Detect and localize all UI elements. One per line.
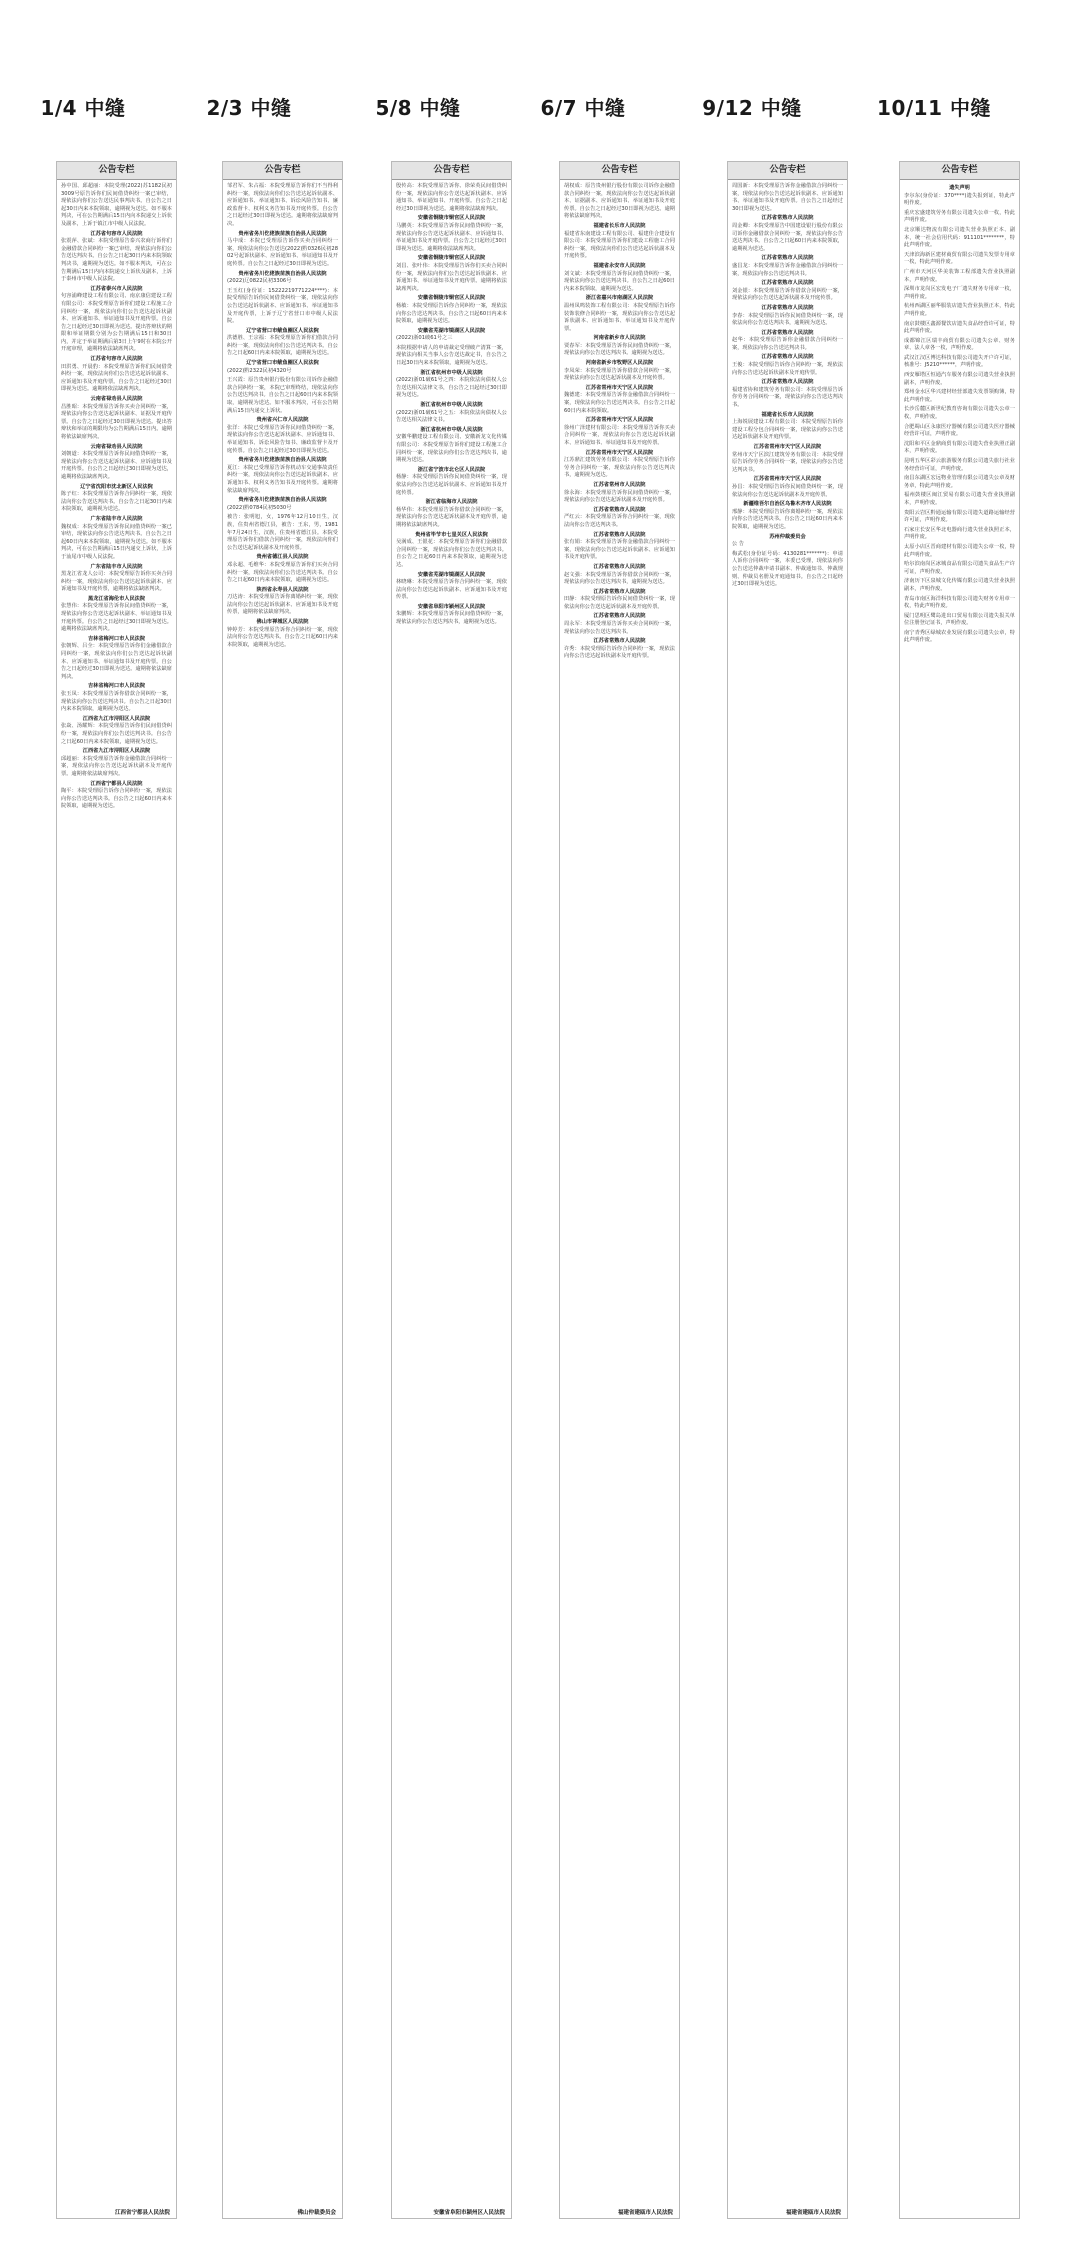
notice-text: 郑州金水区华兴建材经营部遗失发票领购簿，特此声明作废。 <box>904 389 1015 403</box>
gutter-column-6-7 <box>559 161 680 2219</box>
column-label-6-7: 6/7 中缝 <box>540 96 626 120</box>
notice-text: 昆明五华区彩云旅游服务有限公司遗失旅行社业务经营许可证，声明作废。 <box>904 458 1015 472</box>
notice-text: 杭州西湖区丽华服装店遗失营业执照正本，特此声明作废。 <box>904 303 1015 317</box>
notice-issuer: 江西省九江市浔阳区人民法院 <box>82 715 151 722</box>
column-header: 公告专栏 <box>900 162 1019 180</box>
notice-text: 李春：本院受理原告诉你民间借贷纠纷一案，现依法向你公告送达判决书，逾期视为送达。 <box>732 312 843 327</box>
notice-text: 安徽华鹏建设工程有限公司、安徽新龙文化传媒有限公司：本院受理原告诉你们建设工程施工合同纠纷一案，现依法向你们公告送达判决书，逾期视为送达。 <box>396 434 507 464</box>
notice-issuer: 江苏省常熟市人民法院 <box>593 613 646 620</box>
notice-text: 福州鼓楼区闽江贸易有限公司遗失营业执照副本，声明作废。 <box>904 492 1015 506</box>
notice-text: 严红云：本院受理原告诉你合同纠纷一案，现依法向你公告送达判决书。 <box>564 514 675 528</box>
notice-text: (2022)浙01破61号之三 <box>396 335 453 342</box>
notice-text: 许秀：本院受理原告诉你合同纠纷一案，现依法向你公告送达起诉状副本及开庭传票。 <box>564 645 675 660</box>
notice-text: 魏德建：本院受理原告诉你金融借款合同纠纷一案，现依法向你公告送达判决书。自公告之日起60日内来本院领取。 <box>564 392 675 414</box>
notice-text: 厦门思明区鹭岛进出口贸易有限公司遗失报关单位注册登记证书，声明作废。 <box>904 612 1015 627</box>
column-label-1-4: 1/4 中缝 <box>40 96 126 120</box>
notice-issuer: 广东省陆丰市人民法院 <box>90 515 143 522</box>
notice-list <box>900 180 1019 645</box>
notice-text: 张玉凤：本院受理原告诉你借款合同纠纷一案，现依法向你公告送达判决书。自公告之日起30日内来本院领取，逾期视为送达。 <box>61 691 172 713</box>
notice-text: (2022)黔0784民初5030号 <box>227 504 292 511</box>
notice-text: (2022)浙01破61号之四：本院依法向债权人公告送达相关法律文书，自公告之日起经过30日即视为送达。 <box>396 377 507 399</box>
notice-text: 徐州广泽建材有限公司：本院受理原告诉你买卖合同纠纷一案，现依法向你公告送达起诉状副本、应诉通知书、举证通知书及开庭传票。 <box>564 424 675 446</box>
notice-list <box>57 180 176 811</box>
notice-issuer: 江苏省句容市人民法院 <box>90 356 143 363</box>
notice-issuer: 贵州省务川仡佬族苗族自治县人民法院 <box>238 230 327 237</box>
notice-text: 张有娟：本院受理原告诉你金融借款合同纠纷一案，现依法向你公告送达起诉状副本、应诉通知书及开庭传票。 <box>564 539 675 561</box>
notice-text: 深圳市龙岗区宏发电子厂遗失财务专用章一枚，声明作废。 <box>904 286 1015 300</box>
notice-text: 李尔东(身份证：370****)遗失报到证，特此声明作废。 <box>904 192 1015 207</box>
notice-text: 魏权成：本院受理原告诉你民间借贷纠纷一案已审结，现依法向你公告送达判决书。自公告之日起60日内来本院领取，逾期视为送达。如不服本判决，可在公告期满后15日内递交上诉状，上诉于汕尾市中级人民法院。 <box>61 523 172 560</box>
notice-issuer: 浙江省嘉兴市南湖区人民法院 <box>585 295 654 302</box>
notice-text: 广州市天河区华美装饰工程部遗失营业执照副本，声明作废。 <box>904 268 1015 283</box>
notice-issuer: 吉林省梅河口市人民法院 <box>87 683 146 690</box>
notice-text: 徐永海：本院受理原告诉你民间借贷纠纷一案，现依法向你公告送达起诉状副本及开庭传票。 <box>564 489 675 504</box>
gutter-column-9-12 <box>727 161 848 2219</box>
notice-issuer: 江苏省常州市人民法院 <box>593 481 646 488</box>
notice-text: 邢静：本院受理原告诉你离婚纠纷一案，现依法向你公告送达判决书。自公告之日起60日内来本院领取，逾期视为送达。 <box>732 508 843 530</box>
notice-text: 周金卿：本院受理原告中国建设银行股份有限公司诉你金融借款合同纠纷一案，现依法向你公告送达判决书。自公告之日起60日内来本院领取，逾期视为送达。 <box>732 222 843 252</box>
notice-issuer: 江西省宁都县人民法院 <box>90 780 143 787</box>
notice-text: 王俊：本院受理原告诉你合同纠纷一案，现依法向你公告送达起诉状副本及开庭传票。 <box>732 362 843 376</box>
notice-text: 上海锐展建设工程有限公司：本院受理原告诉你建设工程分包合同纠纷一案，现依法向你公告送达起诉状副本及开庭传票。 <box>732 419 843 441</box>
notice-issuer: 江西省九江市浔阳区人民法院 <box>82 748 151 755</box>
notice-issuer: 陕西省永寿县人民法院 <box>256 586 309 593</box>
notice-text: 贾春军：本院受理原告诉你民间借贷纠纷一案，现依法向你公告送达判决书。逾期视为送达。 <box>564 342 675 357</box>
notice-text: 天津滨海新区建材商贸有限公司遗失发票专用章一枚，特此声明作废。 <box>904 251 1015 266</box>
notice-text: 吴满成、王银花：本院受理原告诉你们金融借款合同纠纷一案，现依法向你们公告送达判决书。自公告之日起60日内来本院领取，逾期视为送达。 <box>396 539 507 568</box>
notice-issuer: 浙江省杭州市中级人民法院 <box>420 402 483 409</box>
column-label-5-8: 5/8 中缝 <box>375 96 461 120</box>
notice-text: 孙昌：本院受理原告诉你民间借贷纠纷一案，现依法向你公告送达起诉状副本及开庭传票。 <box>732 483 843 498</box>
notice-text: 太原小店区晋商建材有限公司遗失公章一枚，特此声明作废。 <box>904 543 1015 558</box>
notice-text: 刀达涛：本院受理原告诉你离婚纠纷一案，现依法向你公告送达起诉状副本、应诉通知书及开庭传票，逾期将依法缺席判决。 <box>227 594 338 616</box>
notice-issuer: 江苏省常州市天宁区人民法院 <box>585 417 654 424</box>
notice-issuer: 黑龙江省海伦市人民法院 <box>87 595 146 602</box>
notice-issuer: 江苏省常熟市人民法院 <box>593 531 646 538</box>
notice-text: 被告：张明旭，女，1976年12月10日生，汉族，住贵州省德江县，被告：王东，男，1981年7月24日生，汉族，住贵州省德江县。本院受理原告诉你们借款合同纠纷一案，现依法向你们公告送达起诉状副本及开庭传票。 <box>227 514 338 551</box>
notice-text: 张慧伟：本院受理原告诉你民间借贷纠纷一案，现依法向你公告送达起诉状副本、举证通知书及开庭传票。自公告之日起经过30日即视为送达。逾期将依法缺席判决。 <box>61 603 172 633</box>
notice-issuer: 福建省永安市人民法院 <box>593 262 646 269</box>
notice-issuer: 贵州省务川仡佬族苗族自治县人民法院 <box>238 270 327 277</box>
notice-text: 公 告 <box>732 541 745 548</box>
notice-text: 赵文强：本院受理原告诉你借款合同纠纷一案，现依法向你公告送达判决书，逾期视为送达。 <box>564 571 675 586</box>
notice-text: 济南历下区泉城文化传媒有限公司遗失营业执照副本，声明作废。 <box>904 578 1015 592</box>
notice-issuer: 贵州省毕节市七星关区人民法院 <box>415 531 488 538</box>
notice-issuer: 浙江省临海市人民法院 <box>425 499 478 506</box>
notice-issuer: 福建省长乐市人民法院 <box>761 411 814 418</box>
notice-text: 陶平：本院受理原告诉你合同纠纷一案，现依法向你公告送达判决书。自公告之日起60日内来本院领取，逾期视为送达。 <box>61 788 172 810</box>
notice-text: 黑龙江省龙人公司：本院受理原告诉你买卖合同纠纷一案，现依法向你公告送达起诉状副本、应诉通知书及开庭传票，逾期将依法缺席判决。 <box>61 571 172 593</box>
notice-issuer: 贵州省务川仡佬族苗族自治县人民法院 <box>238 497 327 504</box>
notice-issuer: 浙江省杭州市中级人民法院 <box>420 426 483 433</box>
notice-issuer: 江苏省常熟市人民法院 <box>761 280 814 287</box>
notice-text: 贵阳云岩区黔通运输有限公司遗失道路运输经营许可证，声明作废。 <box>904 509 1015 524</box>
notice-text: 西安雁塔区恒通汽车服务有限公司遗失营业执照副本，声明作废。 <box>904 372 1015 386</box>
notice-text: 周国新：本院受理原告诉你金融借款合同纠纷一案，现依法向你公告送达起诉状副本、应诉通知书、举证通知书及开庭传票。自公告之日起经过30日即视为送达。 <box>732 183 843 212</box>
notice-issuer: 福建省长乐市人民法院 <box>593 222 646 229</box>
notice-text: 重庆宏盛建筑劳务有限公司遗失公章一枚，特此声明作废。 <box>904 209 1015 224</box>
notice-text: 邱超丽：本院受理原告诉你金融借款合同纠纷一案，现依法向你公告送达起诉状副本及开庭传票。逾期将依法缺席判决。 <box>61 755 172 777</box>
notice-text: 福建省东南建设工程有限公司、福建佳合建设有限公司：本院受理原告诉你们建设工程施工合同纠纷一案，现依法向你们公告送达起诉状副本及开庭传票。 <box>564 230 675 260</box>
notice-text: 盛昌龙：本院受理原告诉你金融借款合同纠纷一案，现依法向你公告送达判决书。 <box>732 262 843 277</box>
notice-issuer: 江苏省常熟市人民法院 <box>761 255 814 262</box>
notice-issuer: 贵州省兴仁市人民法院 <box>256 417 309 424</box>
notice-text: 福建省协和建筑劳务有限公司：本院受理原告诉你劳务合同纠纷一案，现依法向你公告送达判决书。 <box>732 386 843 409</box>
notice-issuer: 江苏省常熟市人民法院 <box>761 304 814 311</box>
column-label-9-12: 9/12 中缝 <box>702 96 802 120</box>
notice-issuer: 新疆维吾尔自治区乌鲁木齐市人民法院 <box>743 501 832 508</box>
notice-text: 石家庄长安区华北电器商行遗失营业执照正本，声明作废。 <box>904 526 1015 541</box>
notice-text: 南昌东湖区宏远物业管理有限公司遗失公章及财务章，特此声明作废。 <box>904 475 1015 489</box>
notice-issuer: 云南省禄劝县人民法院 <box>90 396 143 403</box>
notice-text: 杨华伟：本院受理原告诉你借款合同纠纷一案，现依法向你公告送达起诉状副本及开庭传票，逾期将依法缺席判决。 <box>396 506 507 528</box>
notice-issuer: 江苏省常熟市人民法院 <box>761 329 814 336</box>
notice-text: 成都锦江区瑞丰商贸有限公司遗失公章、财务章、法人章各一枚，声明作废。 <box>904 337 1015 352</box>
notice-text: 张焱、汤耀辉：本院受理原告诉你们民间借贷纠纷一案，现依法向你们公告送达判决书。自公告之日起60日内来本院领取，逾期视为送达。 <box>61 723 172 745</box>
notice-issuer: 江苏省常州市天宁区人民法院 <box>753 444 822 450</box>
notice-issuer: 安徽省铜陵市铜官区人民法院 <box>417 215 486 222</box>
notice-text: 孙中国、邱超丽：本院受理(2022)苏1182民初3009号原告诉你们民间借贷纠纷一案已审结，现依法向你们公告送达民事判决书。自公告之日起30日内来本院领取，逾期视为送达。如不服本判决，可在公告期满后15日内向本院递交上诉状及副本，上诉于镇江市中级人民法院。 <box>61 183 172 227</box>
notice-text: 常州市天宁区滨江建筑劳务有限公司：本院受理原告诉你劳务合同纠纷一案，现依法向你公告送达判决书。 <box>732 451 843 473</box>
notice-text: 杨敏：本院受理原告诉你合同纠纷一案，现依法向你公告送达判决书。自公告之日起60日内来本院领取，逾期视为送达。 <box>396 302 507 325</box>
column-header: 公告专栏 <box>57 162 176 180</box>
notice-issuer: 安徽省铜陵市铜官区人民法院 <box>417 255 486 262</box>
notice-issuer: 江苏省常熟市人民法院 <box>593 588 646 595</box>
gutter-column-1-4 <box>56 161 177 2219</box>
notice-text: 江苏鼎汇建筑劳务有限公司：本院受理原告诉你劳务合同纠纷一案，现依法向你公告送达判决书，逾期视为送达。 <box>564 457 675 479</box>
notice-issuer: 江苏省常熟市人民法院 <box>761 215 814 222</box>
notice-issuer: 贵州省务川仡佬族苗族自治县人民法院 <box>238 457 327 464</box>
notice-issuer: 辽宁省营口市鲅鱼圈区人民法院 <box>246 327 319 334</box>
notice-issuer: 辽宁省营口市鲅鱼圈区人民法院 <box>246 360 319 367</box>
notice-issuer: 安徽省芜湖市镜湖区人民法院 <box>417 327 486 334</box>
gutter-column-5-8 <box>391 161 512 2219</box>
notice-issuer: 浙江省宁波市北仑区人民法院 <box>417 466 486 473</box>
notice-issuer: 苏州仲裁委员会 <box>769 533 806 540</box>
notice-text: 陈子红：本院受理原告诉你合同纠纷一案，现依法向你公告送达判决书。自公告之日起30日内来本院领取，逾期视为送达。 <box>61 491 172 513</box>
notice-issuer: 安徽省铜陵市铜官区人民法院 <box>417 295 486 302</box>
notice-text: 田洪勇、开晨豹：本院受理原告诉你们民间借贷纠纷一案，现依法向你们公告送达起诉状副本、应诉通知书及开庭传票。自公告之日起经过30日即视为送达。逾期将依法缺席判决。 <box>61 363 172 393</box>
notice-text: (2022)黔2322民初4320号 <box>227 367 292 374</box>
column-footer: 佛山仲裁委员会 <box>297 2210 336 2216</box>
notice-issuer: 吉林省梅河口市人民法院 <box>87 635 146 642</box>
notice-issuer: 江苏省常熟市人民法院 <box>761 379 814 386</box>
column-footer: 江西省宁都县人民法院 <box>114 2210 170 2216</box>
notice-text: 马中成：本院已受理原告诉你买卖合同纠纷一案，现依法向你公告送达(2022)黔0326民初2802号起诉状副本、应诉通知书、举证通知书及开庭传票。自公告之日起经过30日即视为送达。 <box>227 238 338 267</box>
notice-text: (2022)辽0822民初3306号 <box>227 278 292 285</box>
notice-issuer: 江苏省常州市天宁区人民法院 <box>753 476 822 483</box>
notice-issuer: 河南省新乡市人民法院 <box>593 335 646 342</box>
notice-text: 温州凤鸣装饰工程有限公司：本院受理原告诉你装饰装修合同纠纷一案，现依法向你公告送达起诉状副本、应诉通知书、举证通知书及开庭传票。 <box>564 302 675 332</box>
notice-issuer: 广东省陆丰市人民法院 <box>90 563 143 570</box>
notice-text: 林晓琳：本院受理原告诉你合同纠纷一案，现依法向你公告送达起诉状副本、应诉通知书及开庭传票。 <box>396 579 507 601</box>
notice-text: 殷传高：本院受理原告诉你、徐荣英民间借贷纠纷一案，现依法向你公告送达起诉状副本、应诉通知书、举证通知书、开庭传票。自公告之日起经过30日即视为送达。逾期将依法缺席判决。 <box>396 183 507 212</box>
notice-text: 邹君军、朱占福：本院受理原告诉你们不当得利纠纷一案，现依法向你们公告送达起诉状副本、应诉通知书、举证通知书、诉讼风险告知书、廉政监督卡、权利义务告知书及开庭传票。自公告之日起经过30日即视为送达。逾期将依法缺席判决。 <box>227 183 338 227</box>
column-footer: 福建省建瓯市人民法院 <box>617 2210 673 2216</box>
gutter-column-10-11 <box>899 161 1020 2219</box>
notice-text: 李凤荣：本院受理原告诉你借款合同纠纷一案，现依法向你公告送达起诉状副本及开庭传票。 <box>564 367 675 382</box>
notice-text: 胡权成：原告贵州银行股份有限公司诉你金融借款合同纠纷一案，现依法向你公告送达起诉状副本、证据副本、应诉通知书、举证通知书及开庭传票。自公告之日起经过30日即视为送达。逾期将依法缺席判决。 <box>564 183 675 220</box>
notice-text: 句容浦峰建设工程有限公司、南京康信建设工程有限公司：本院受理原告诉你们建设工程施工合同纠纷一案，现依法向你们公告送达起诉状副本、应诉通知书、举证通知书及开庭传票。自公告之日起经过30日即视为送达。提出答辩状的期限和举证期限分别为公告期满后15日和30日内，并定于举证期满后第3日上午9时在本院公开开庭审理，逾期将依法缺席判决。 <box>61 293 172 353</box>
notice-text: 赵华：本院受理原告诉你金融借款合同纠纷一案，现依法向你公告送达判决书。 <box>732 337 843 351</box>
notice-text: 钟婷芳：本院受理原告诉你合同纠纷一案，现依法向你公告送达判决书。自公告之日起60日内来本院领取，逾期视为送达。 <box>227 626 338 648</box>
notice-text: 刘朝道：本院受理原告诉你民间借贷纠纷一案，现依法向你公告送达起诉状副本、应诉通知书及开庭传票。自公告之日起经过30日即视为送达，逾期将依法缺席判决。 <box>61 451 172 480</box>
notice-issuer: 江苏省常熟市人民法院 <box>593 638 646 645</box>
notice-issuer: 江苏省泰兴市人民法院 <box>90 285 143 292</box>
column-header: 公告专栏 <box>223 162 342 180</box>
notice-list <box>560 180 679 661</box>
notice-text: 杨静：本院受理原告诉你民间借贷纠纷一案，现依法向你公告送达起诉状副本、应诉通知书及开庭传票。 <box>396 474 507 496</box>
notice-text: 武汉江汉区博达科技有限公司遗失开户许可证，核准号：J5210******，声明作废。 <box>904 354 1015 369</box>
notice-text: (2022)浙01破61号之五：本院依法向债权人公告送达相关法律文书。 <box>396 409 507 424</box>
notice-issuer: 安徽省阜阳市颍州区人民法院 <box>417 603 486 610</box>
notice-text: 张洋：本院已受理原告诉你民间借贷纠纷一案，现依法向你公告送达起诉状副本、应诉通知书、举证通知书、诉讼风险告知书、廉政监督卡及开庭传票。自公告之日起经过30日即视为送达。 <box>227 424 338 454</box>
notice-issuer: 浙江省杭州市中级人民法院 <box>420 369 483 376</box>
column-header: 公告专栏 <box>392 162 511 180</box>
column-footer: 安徽省阜阳市颍州区人民法院 <box>433 2210 505 2216</box>
notice-text: 刘金银：本院受理原告诉你借款合同纠纷一案，现依法向你公告送达起诉状副本及开庭传票。 <box>732 287 843 302</box>
notice-issuer: 佛山市禅城区人民法院 <box>256 619 309 626</box>
notice-text: 刘昌、张叶伟：本院受理原告诉你们买卖合同纠纷一案，现依法向你们公告送达起诉状副本、应诉通知书、举证通知书及开庭传票。逾期将依法缺席判决。 <box>396 262 507 292</box>
notice-issuer: 江苏省常州市天宁区人民法院 <box>585 384 654 391</box>
notice-text: 张朝辉、吕全：本院受理原告诉你们金融借款合同纠纷一案，现依法向你们公告送达起诉状副本、应诉通知书、举证通知书及开庭传票。自公告之日起经过30日即视为送达。逾期将依法缺席判决。 <box>61 643 172 680</box>
notice-text: 王兴霞：原告贵州银行股份有限公司诉你金融借款合同纠纷一案，本院已审理终结，现依法向你公告送达判决书。自公告之日起60日内来本院领取，逾期视为送达。如不服本判决，可在公告期满后15日内递交上诉状。 <box>227 377 338 414</box>
notice-list <box>223 180 342 649</box>
notice-issuer: 江苏省句容市人民法院 <box>90 230 143 237</box>
column-header: 公告专栏 <box>728 162 847 180</box>
notice-text: 长沙岳麓区新世纪教育咨询有限公司遗失公章一枚，声明作废。 <box>904 406 1015 421</box>
notice-text: 周永军：本院受理原告诉你买卖合同纠纷一案，现依法向你公告送达判决书。 <box>564 621 675 635</box>
notice-issuer: 安徽省芜湖市镜湖区人民法院 <box>417 571 486 578</box>
notice-issuer: 辽宁省沈阳市沈北新区人民法院 <box>80 483 153 490</box>
notice-text: 北京顺达物流有限公司遗失营业执照正本、副本，统一社会信用代码：911101********，特此声明作废。 <box>904 226 1015 249</box>
notice-issuer: 江苏省常州市天宁区人民法院 <box>585 449 654 456</box>
notice-text: 夏江：本院已受理原告诉你机动车交通事故责任纠纷一案，现依法向你公告送达起诉状副本、应诉通知书、权利义务告知书及开庭传票。逾期将依法缺席判决。 <box>227 464 338 494</box>
notice-text: 梅武松(身份证号码：4130281*******)：申请人诉你合同纠纷一案，本委已受理，现依法向你公告送达仲裁申请书副本、仲裁通知书、仲裁规则、仲裁员名册及开庭通知书。自公告之日起经过30日即视为送达。 <box>732 550 843 588</box>
notice-text: 本院根据申请人的申请裁定受理破产清算一案，现依法向相关当事人公告送达裁定书，自公告之日起30日内来本院领取，逾期视为送达。 <box>396 344 507 367</box>
notice-text: 马鹏英：本院受理原告诉你民间借贷纠纷一案，现依法向你公告送达起诉状副本、应诉通知书、举证通知书及开庭传票。自公告之日起经过30日即视为送达。逾期将依法缺席判决。 <box>396 222 507 252</box>
notice-text: 张震萍、张斌：本院受理原告泰兴农商行诉你们金融借款合同纠纷一案已审结，现依法向你们公告送达判决书。自公告之日起30日内来本院领取判决书，逾期视为送达。如不服本判决，可在公告期满后15日内向本院递交上诉状及副本，上诉于泰州市中级人民法院。 <box>61 238 172 283</box>
notice-issuer: 遗失声明 <box>949 185 970 191</box>
notice-text: 洪德胜、王宗福：本院受理原告诉你们借款合同纠纷一案，现依法向你们公告送达判决书。自公告之日起60日内来本院领取，逾期视为送达。 <box>227 335 338 357</box>
notice-text: 青岛市南区海洋科技有限公司遗失财务专用章一枚，特此声明作废。 <box>904 595 1015 610</box>
notice-text: 刘文斌：本院受理原告诉你民间借贷纠纷一案，现依法向你公告送达判决书。自公告之日起60日内来本院领取，逾期视为送达。 <box>564 270 675 292</box>
notice-text: 南京鼓楼区鑫源餐饮店遗失食品经营许可证，特此声明作废。 <box>904 320 1015 335</box>
notice-text: 王玉红(身份证：15222219771224****)：本院受理原告诉你民间借贷纠纷一案，现依法向你公告送达起诉状副本、应诉通知书、举证通知书及开庭传票，上诉于辽宁省营口市中级人民法院。 <box>227 287 338 325</box>
column-label-10-11: 10/11 中缝 <box>877 96 991 120</box>
notice-text: 沈阳和平区金鼎商贸有限公司遗失营业执照正副本，声明作废。 <box>904 440 1015 455</box>
notice-text: 田静：本院受理原告诉你民间借贷纠纷一案，现依法向你公告送达起诉状副本及开庭传票。 <box>564 596 675 610</box>
notice-issuer: 江苏省常熟市人民法院 <box>593 563 646 570</box>
notice-issuer: 贵州省德江县人民法院 <box>256 554 309 561</box>
notice-text: 南宁青秀区绿城农业发展有限公司遗失公章，特此声明作废。 <box>904 629 1015 644</box>
notice-list <box>392 180 511 627</box>
notice-text: 合肥蜀山区永康医疗器械有限公司遗失医疗器械经营许可证，声明作废。 <box>904 423 1015 438</box>
column-header: 公告专栏 <box>560 162 679 180</box>
notice-text: 邓永超、毛维华：本院受理原告诉你们买卖合同纠纷一案，现依法向你们公告送达判决书。自公告之日起60日内来本院领取，逾期视为送达。 <box>227 561 338 584</box>
notice-text: 昌胜昭：本院受理原告诉你买卖合同纠纷一案，现依法向你公告送达起诉状副本、证据及开庭传票。自公告之日起经过30日即视为送达。提出答辩状和举证的期限均为公告期满后15日内。逾期将依法缺席判决。 <box>61 403 172 440</box>
notice-list <box>728 180 847 589</box>
notice-issuer: 云南省禄劝县人民法院 <box>90 443 143 450</box>
column-label-2-3: 2/3 中缝 <box>206 96 292 120</box>
column-footer: 福建省建瓯市人民法院 <box>785 2210 841 2216</box>
notice-issuer: 河南省新乡市牧野区人民法院 <box>585 360 654 367</box>
notice-text: 哈尔滨南岗区冰城食品有限公司遗失食品生产许可证，声明作废。 <box>904 561 1015 575</box>
notice-text: 朱鹏辉：本院受理原告诉你民间借贷纠纷一案，现依法向你公告送达判决书，逾期视为送达。 <box>396 611 507 626</box>
notice-issuer: 江苏省常熟市人民法院 <box>761 354 814 361</box>
notice-issuer: 江苏省常熟市人民法院 <box>593 506 646 513</box>
gutter-column-2-3 <box>222 161 343 2219</box>
